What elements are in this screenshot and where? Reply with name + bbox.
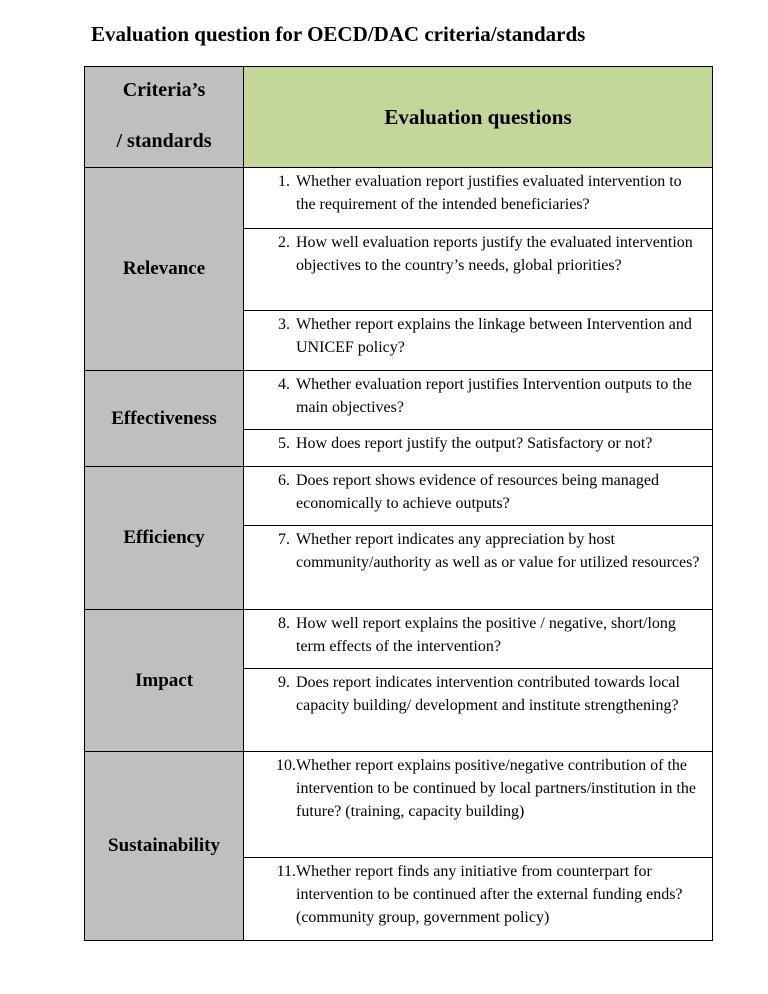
question-number: 7. bbox=[278, 531, 290, 548]
question-number: 9. bbox=[278, 674, 290, 691]
criteria-header-line1: Criteria’s bbox=[122, 79, 206, 101]
table-header-row bbox=[85, 67, 713, 168]
question-text: Does report indicates intervention contributed towards local capacity building/ development and institute strengthening? bbox=[296, 674, 680, 714]
question-number: 5. bbox=[278, 435, 290, 452]
question-cell bbox=[244, 752, 713, 858]
table-row bbox=[85, 168, 713, 229]
question-text: Whether report finds any initiative from counterpart for intervention to be continued after the external funding ends? (community group, government policy) bbox=[296, 863, 683, 926]
question-number: 8. bbox=[278, 615, 290, 632]
question-cell bbox=[244, 669, 713, 752]
question-cell bbox=[244, 229, 713, 311]
question-number: 2. bbox=[278, 234, 290, 251]
criteria-column-header bbox=[85, 67, 244, 168]
question-number: 1. bbox=[278, 173, 290, 190]
evaluation-table bbox=[84, 66, 713, 941]
page-title: Evaluation question for OECD/DAC criteria/standards bbox=[91, 22, 586, 46]
criteria-impact: Impact bbox=[85, 610, 244, 752]
criteria-effectiveness: Effectiveness bbox=[85, 371, 244, 467]
question-number: 10. bbox=[276, 757, 296, 774]
question-number: 6. bbox=[278, 472, 290, 489]
criteria-sustainability: Sustainability bbox=[85, 752, 244, 941]
question-cell bbox=[244, 858, 713, 941]
criteria-header-line2: / standards bbox=[116, 130, 212, 152]
question-number: 3. bbox=[278, 316, 290, 333]
question-cell bbox=[244, 371, 713, 430]
question-cell bbox=[244, 467, 713, 526]
question-text: Whether report explains the linkage between Intervention and UNICEF policy? bbox=[296, 316, 692, 356]
question-cell bbox=[244, 430, 713, 467]
question-number: 11. bbox=[276, 863, 296, 880]
table-row bbox=[85, 467, 713, 526]
table-row bbox=[85, 371, 713, 430]
question-text: Does report shows evidence of resources being managed economically to achieve outputs? bbox=[296, 472, 659, 512]
question-text: Whether report indicates any appreciation by host community/authority as well as or value for utilized resources? bbox=[296, 531, 700, 571]
question-text: How does report justify the output? Satisfactory or not? bbox=[296, 435, 653, 452]
question-cell bbox=[244, 311, 713, 371]
questions-column-header: Evaluation questions bbox=[244, 67, 713, 168]
criteria-relevance: Relevance bbox=[85, 168, 244, 371]
question-number: 4. bbox=[278, 376, 290, 393]
table-row bbox=[85, 752, 713, 858]
question-text: Whether evaluation report justifies Intervention outputs to the main objectives? bbox=[296, 376, 692, 416]
question-cell bbox=[244, 168, 713, 229]
question-cell bbox=[244, 526, 713, 610]
criteria-efficiency: Efficiency bbox=[85, 467, 244, 610]
question-text: How well evaluation reports justify the evaluated intervention objectives to the country’s needs, global priorities? bbox=[296, 234, 693, 274]
question-text: Whether evaluation report justifies evaluated intervention to the requirement of the intended beneficiaries? bbox=[296, 173, 682, 213]
question-text: How well report explains the positive / negative, short/long term effects of the intervention? bbox=[296, 615, 676, 655]
question-text: Whether report explains positive/negative contribution of the intervention to be continued by local partners/institution in the future? (training, capacity building) bbox=[296, 757, 696, 820]
table-row bbox=[85, 610, 713, 669]
question-cell bbox=[244, 610, 713, 669]
